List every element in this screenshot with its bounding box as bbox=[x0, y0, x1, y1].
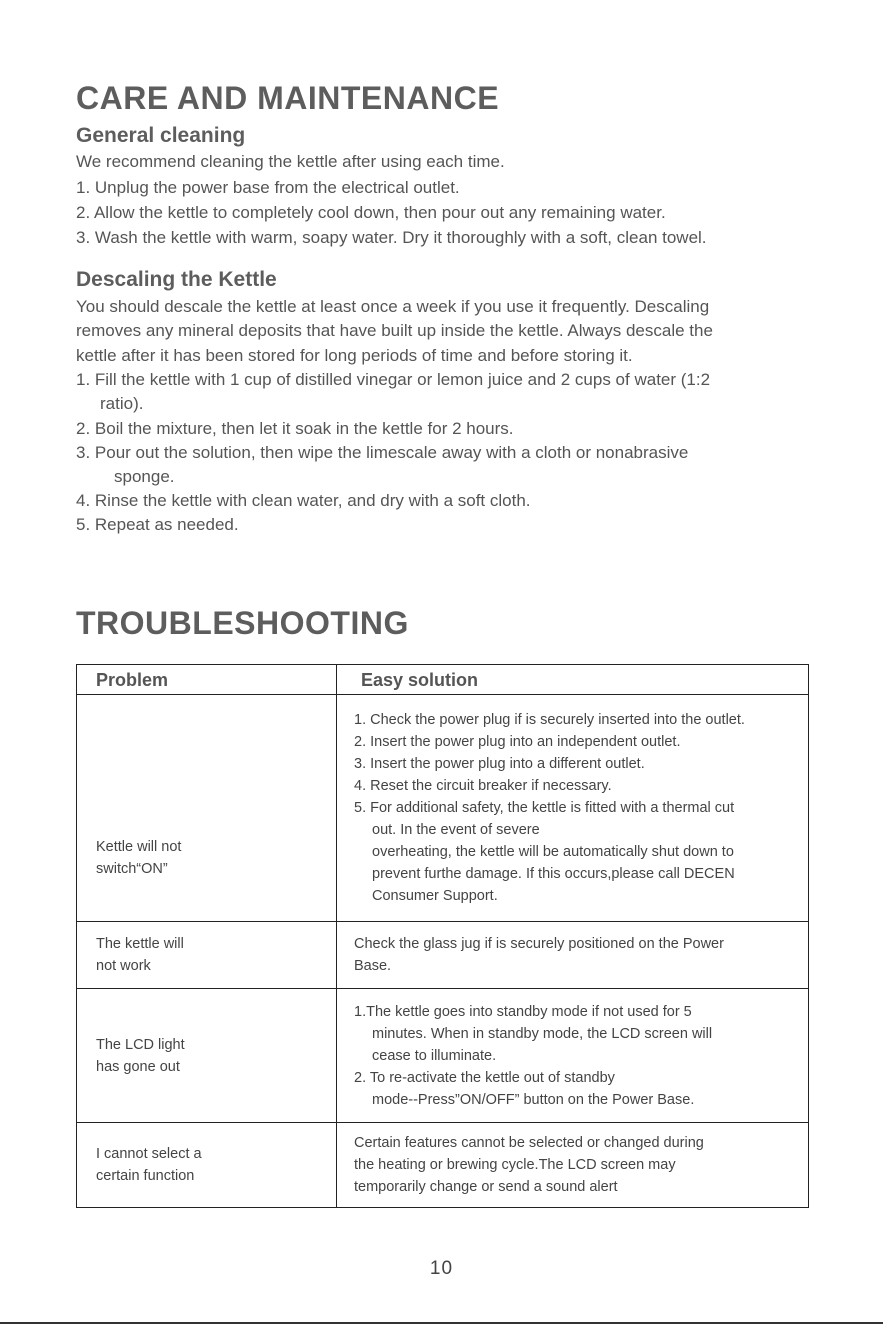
solution-line: prevent furthe damage. If this occurs,please call DECEN bbox=[372, 866, 735, 882]
solution-line: 1.The kettle goes into standby mode if not used for 5 bbox=[354, 1003, 692, 1020]
solution-line: the heating or brewing cycle.The LCD screen may bbox=[354, 1157, 676, 1173]
problem-line: has gone out bbox=[96, 1058, 180, 1075]
descaling-heading: Descaling the Kettle bbox=[76, 268, 277, 291]
problem-cell bbox=[77, 989, 337, 1123]
descaling-step-1-cont: ratio). bbox=[100, 394, 144, 413]
general-step-3: 3. Wash the kettle with warm, soapy water. Dry it thoroughly with a soft, clean towel. bbox=[76, 228, 707, 247]
solution-line: 5. For additional safety, the kettle is fitted with a thermal cut bbox=[354, 800, 735, 816]
solution-cell bbox=[337, 922, 809, 989]
descaling-intro-line: You should descale the kettle at least once a week if you use it frequently. Descaling bbox=[76, 297, 710, 316]
solution-line: 1. Check the power plug if is securely inserted into the outlet. bbox=[354, 712, 745, 728]
page-title: CARE AND MAINTENANCE bbox=[76, 80, 500, 116]
solution-line: Base. bbox=[354, 958, 392, 974]
problem-cell bbox=[77, 695, 337, 922]
problem-line: certain function bbox=[96, 1168, 195, 1184]
solution-line: Certain features cannot be selected or changed during bbox=[354, 1135, 704, 1151]
table-row bbox=[77, 989, 809, 1123]
descaling-step-3-cont: sponge. bbox=[114, 467, 175, 486]
problem-line: switch“ON” bbox=[96, 861, 168, 877]
descaling-step-3: 3. Pour out the solution, then wipe the limescale away with a cloth or nonabrasive bbox=[76, 443, 689, 462]
descaling-step-1: 1. Fill the kettle with 1 cup of distilled vinegar or lemon juice and 2 cups of water (1:2 bbox=[76, 370, 711, 389]
problem-line: not work bbox=[96, 958, 151, 974]
solution-line: 2. To re-activate the kettle out of standby bbox=[354, 1069, 615, 1086]
descaling-step-5: 5. Repeat as needed. bbox=[76, 515, 239, 534]
solution-header: Easy solution bbox=[337, 665, 809, 695]
solution-cell bbox=[337, 695, 809, 922]
solution-line: Check the glass jug if is securely positioned on the Power bbox=[354, 936, 724, 952]
problem-cell bbox=[77, 1123, 337, 1208]
general-step-1: 1. Unplug the power base from the electrical outlet. bbox=[76, 178, 460, 197]
general-cleaning-heading: General cleaning bbox=[76, 124, 246, 147]
problem-header: Problem bbox=[77, 665, 337, 695]
problem-line: The LCD light bbox=[96, 1036, 185, 1053]
troubleshooting-table bbox=[76, 664, 809, 1208]
solution-line: Consumer Support. bbox=[372, 888, 498, 904]
descaling-step-2: 2. Boil the mixture, then let it soak in the kettle for 2 hours. bbox=[76, 419, 514, 438]
page-number: 10 bbox=[429, 1258, 454, 1279]
table-row bbox=[77, 922, 809, 989]
general-cleaning-intro: We recommend cleaning the kettle after using each time. bbox=[76, 152, 505, 171]
solution-line: temporarily change or send a sound alert bbox=[354, 1179, 618, 1195]
solution-line: minutes. When in standby mode, the LCD screen will bbox=[372, 1025, 713, 1042]
table-row bbox=[77, 695, 809, 922]
solution-line: cease to illuminate. bbox=[372, 1047, 497, 1064]
solution-line: overheating, the kettle will be automatically shut down to bbox=[372, 844, 734, 860]
descaling-intro-line: kettle after it has been stored for long periods of time and before storing it. bbox=[76, 346, 633, 365]
solution-line: 3. Insert the power plug into a different outlet. bbox=[354, 756, 645, 772]
solution-line: out. In the event of severe bbox=[372, 822, 540, 838]
problem-line: Kettle will not bbox=[96, 839, 182, 855]
solution-line: 2. Insert the power plug into an independent outlet. bbox=[354, 734, 681, 750]
problem-line: The kettle will bbox=[96, 936, 184, 952]
table-header-row bbox=[77, 665, 809, 695]
solution-line: mode--Press”ON/OFF” button on the Power Base. bbox=[372, 1091, 695, 1108]
descaling-step-4: 4. Rinse the kettle with clean water, and dry with a soft cloth. bbox=[76, 491, 531, 510]
table-row bbox=[77, 1123, 809, 1208]
solution-line: 4. Reset the circuit breaker if necessary. bbox=[354, 778, 612, 794]
solution-cell bbox=[337, 989, 809, 1123]
general-step-2: 2. Allow the kettle to completely cool down, then pour out any remaining water. bbox=[76, 203, 666, 222]
solution-cell bbox=[337, 1123, 809, 1208]
troubleshooting-title: TROUBLESHOOTING bbox=[76, 605, 409, 641]
problem-cell bbox=[77, 922, 337, 989]
problem-line: I cannot select a bbox=[96, 1146, 202, 1162]
descaling-intro-line: removes any mineral deposits that have built up inside the kettle. Always descale the bbox=[76, 321, 713, 340]
